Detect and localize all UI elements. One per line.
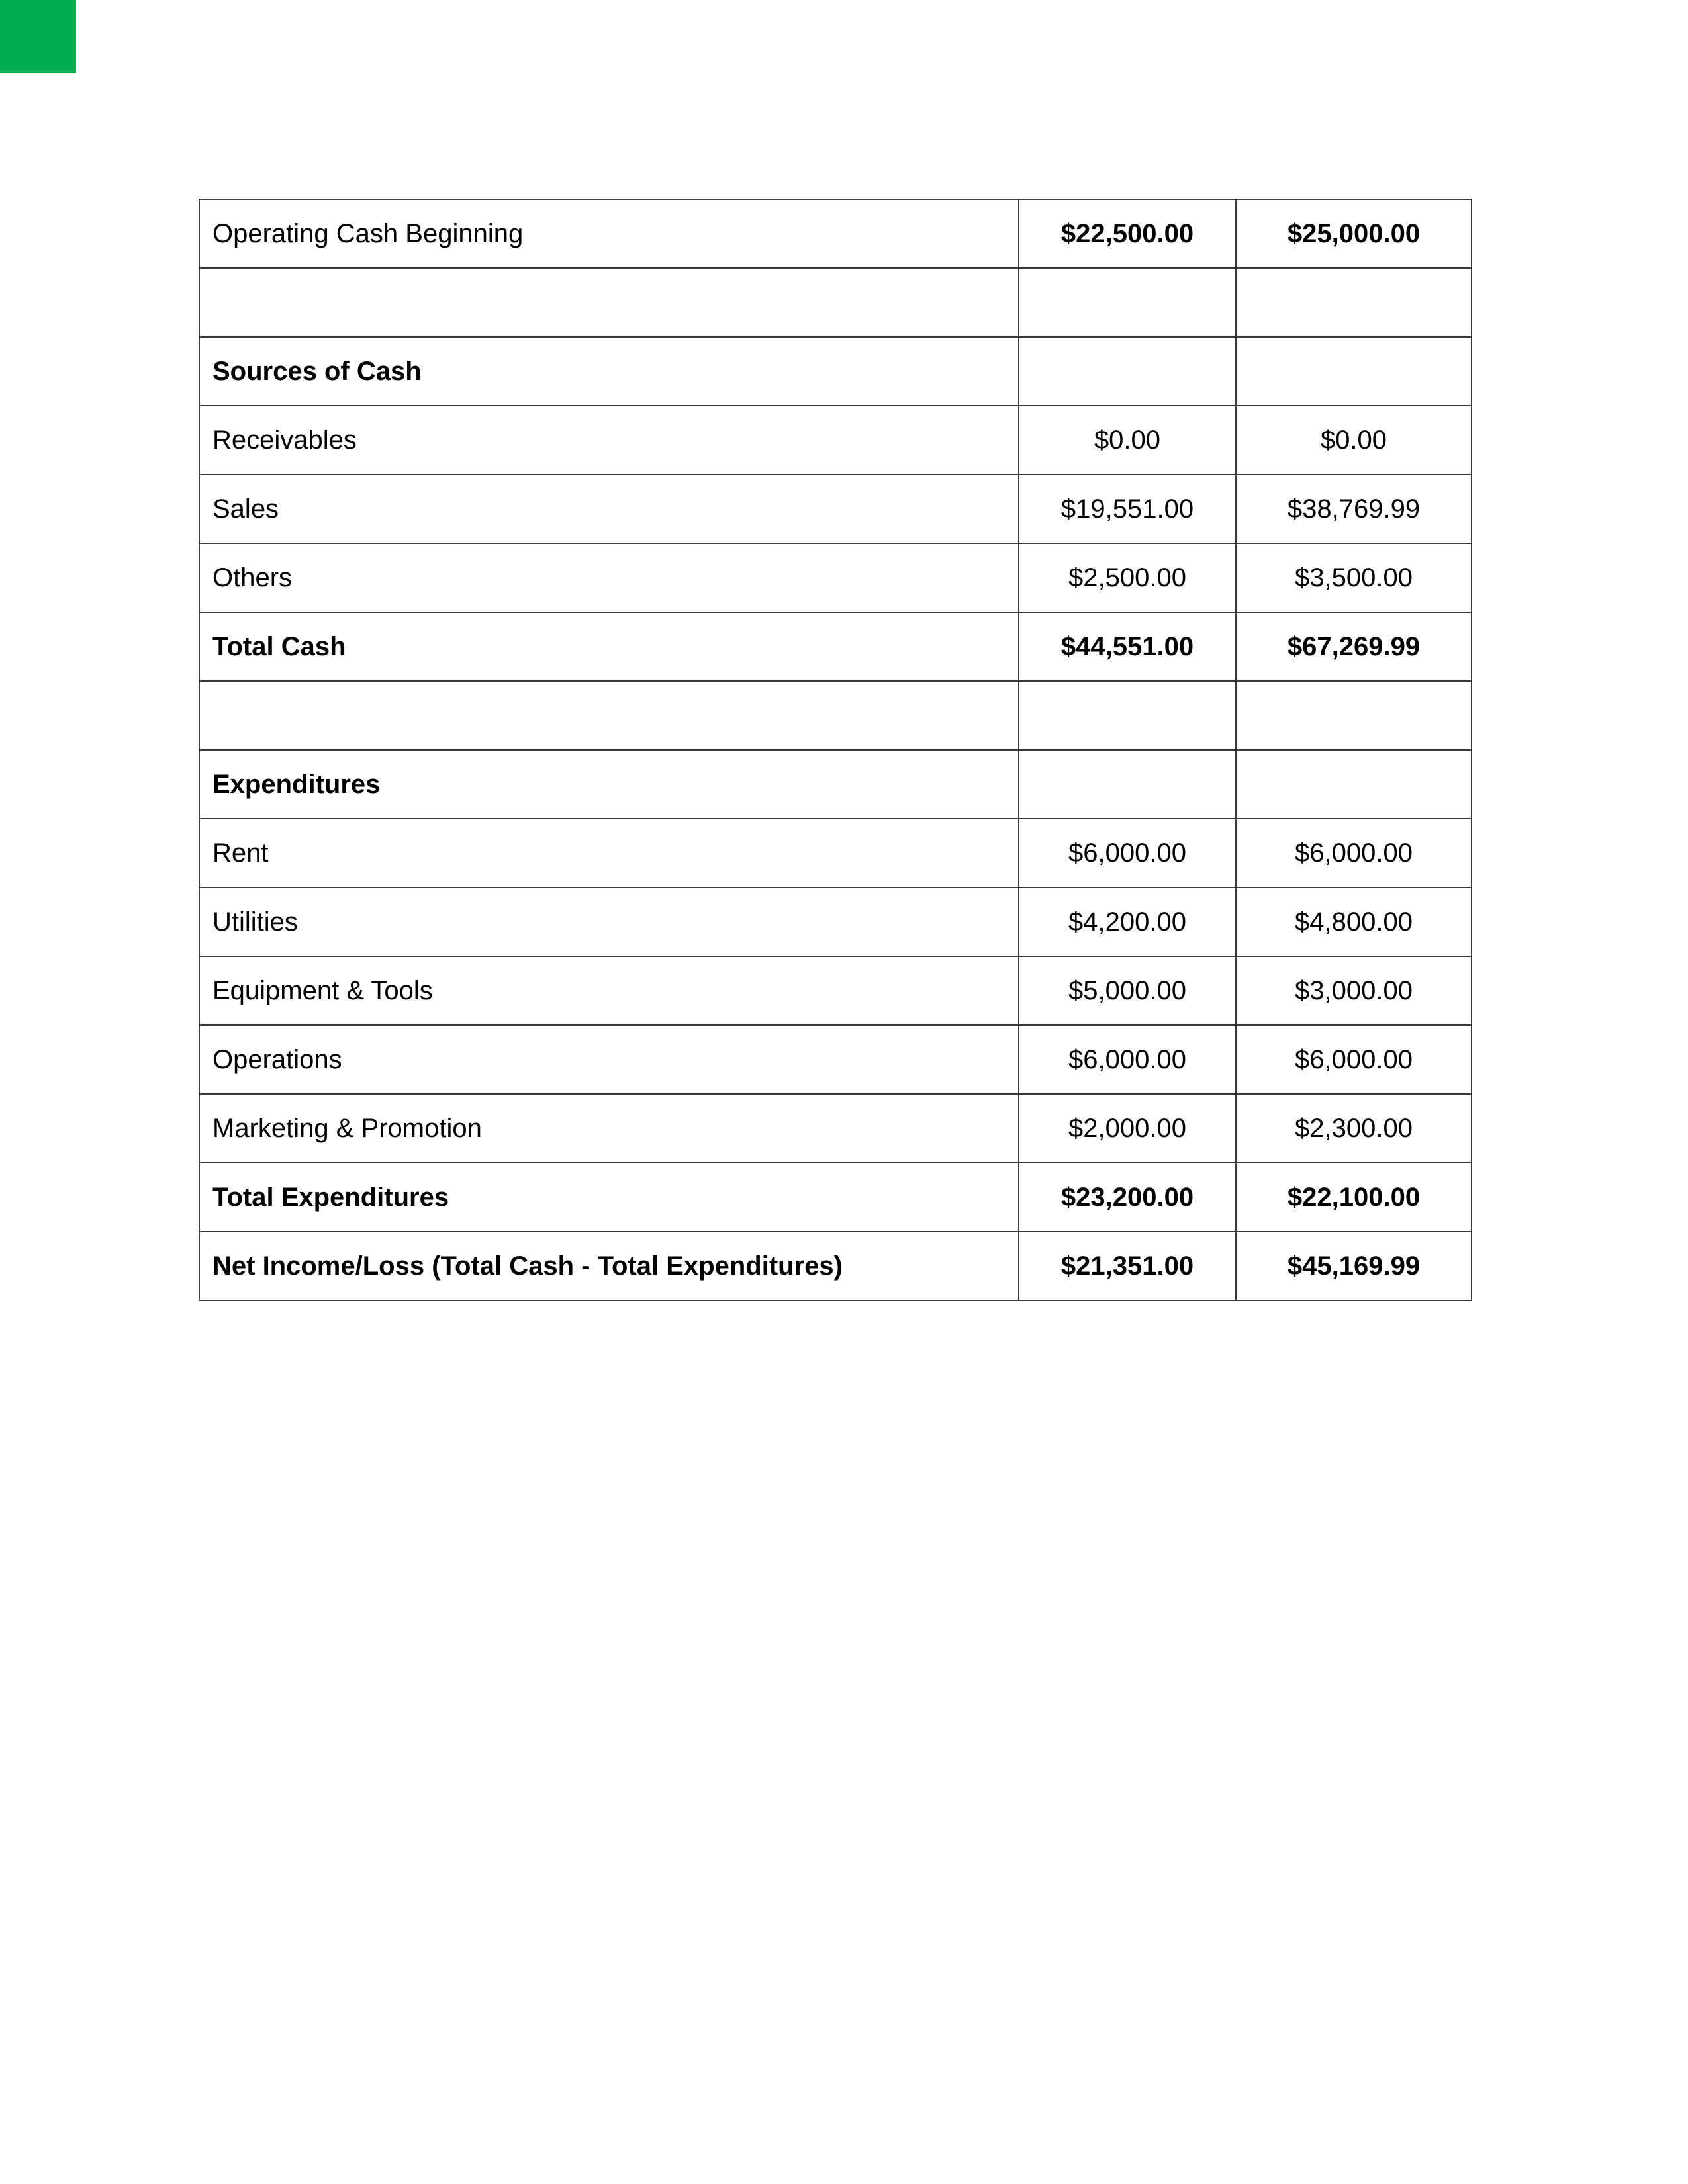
year1-value <box>1019 750 1236 819</box>
year1-value: $19,551.00 <box>1019 475 1236 543</box>
year1-value <box>1019 681 1236 750</box>
table-row-operating-cash-beginning <box>199 199 1472 268</box>
section-heading: Expenditures <box>199 750 1019 819</box>
year2-value: $2,300.00 <box>1236 1094 1472 1163</box>
year1-value: $6,000.00 <box>1019 1025 1236 1094</box>
row-label: Sales <box>199 475 1019 543</box>
year2-value: $45,169.99 <box>1236 1232 1472 1300</box>
year2-value: $6,000.00 <box>1236 819 1472 887</box>
row-label: Receivables <box>199 406 1019 475</box>
year1-value: $22,500.00 <box>1019 199 1236 268</box>
row-label: Marketing & Promotion <box>199 1094 1019 1163</box>
row-label: Others <box>199 543 1019 612</box>
year1-value: $6,000.00 <box>1019 819 1236 887</box>
green-corner-decoration <box>0 0 76 73</box>
table-row-total-cash <box>199 612 1472 681</box>
table-row-operations <box>199 1025 1472 1094</box>
row-label <box>199 268 1019 337</box>
table-row-expenditures-heading <box>199 750 1472 819</box>
year2-value: $3,500.00 <box>1236 543 1472 612</box>
year1-value: $2,000.00 <box>1019 1094 1236 1163</box>
table-row-sources-of-cash-heading <box>199 337 1472 406</box>
row-label <box>199 681 1019 750</box>
table-row-sales <box>199 475 1472 543</box>
table-row-others <box>199 543 1472 612</box>
table-row-blank <box>199 681 1472 750</box>
year1-value <box>1019 337 1236 406</box>
year2-value: $67,269.99 <box>1236 612 1472 681</box>
table-row-total-expenditures <box>199 1163 1472 1232</box>
year1-value: $5,000.00 <box>1019 956 1236 1025</box>
row-label: Total Cash <box>199 612 1019 681</box>
year2-value: $38,769.99 <box>1236 475 1472 543</box>
year2-value: $25,000.00 <box>1236 199 1472 268</box>
year2-value <box>1236 681 1472 750</box>
section-heading: Sources of Cash <box>199 337 1019 406</box>
row-label: Utilities <box>199 887 1019 956</box>
row-label: Operations <box>199 1025 1019 1094</box>
year1-value: $44,551.00 <box>1019 612 1236 681</box>
row-label: Equipment & Tools <box>199 956 1019 1025</box>
year1-value <box>1019 268 1236 337</box>
table-row-marketing-promotion <box>199 1094 1472 1163</box>
year1-value: $4,200.00 <box>1019 887 1236 956</box>
year1-value: $0.00 <box>1019 406 1236 475</box>
year2-value: $4,800.00 <box>1236 887 1472 956</box>
row-label: Rent <box>199 819 1019 887</box>
table-row-utilities <box>199 887 1472 956</box>
year2-value <box>1236 268 1472 337</box>
table-row-equipment-tools <box>199 956 1472 1025</box>
table-row-rent <box>199 819 1472 887</box>
cash-flow-table <box>199 199 1472 1301</box>
table-row-net-income-loss <box>199 1232 1472 1300</box>
table-row-blank <box>199 268 1472 337</box>
row-label: Total Expenditures <box>199 1163 1019 1232</box>
year1-value: $23,200.00 <box>1019 1163 1236 1232</box>
row-label: Operating Cash Beginning <box>199 199 1019 268</box>
year2-value: $22,100.00 <box>1236 1163 1472 1232</box>
year1-value: $2,500.00 <box>1019 543 1236 612</box>
year2-value: $3,000.00 <box>1236 956 1472 1025</box>
row-label: Net Income/Loss (Total Cash - Total Expenditures) <box>199 1232 1019 1300</box>
year2-value <box>1236 337 1472 406</box>
year2-value: $6,000.00 <box>1236 1025 1472 1094</box>
year2-value <box>1236 750 1472 819</box>
year2-value: $0.00 <box>1236 406 1472 475</box>
table-row-receivables <box>199 406 1472 475</box>
year1-value: $21,351.00 <box>1019 1232 1236 1300</box>
